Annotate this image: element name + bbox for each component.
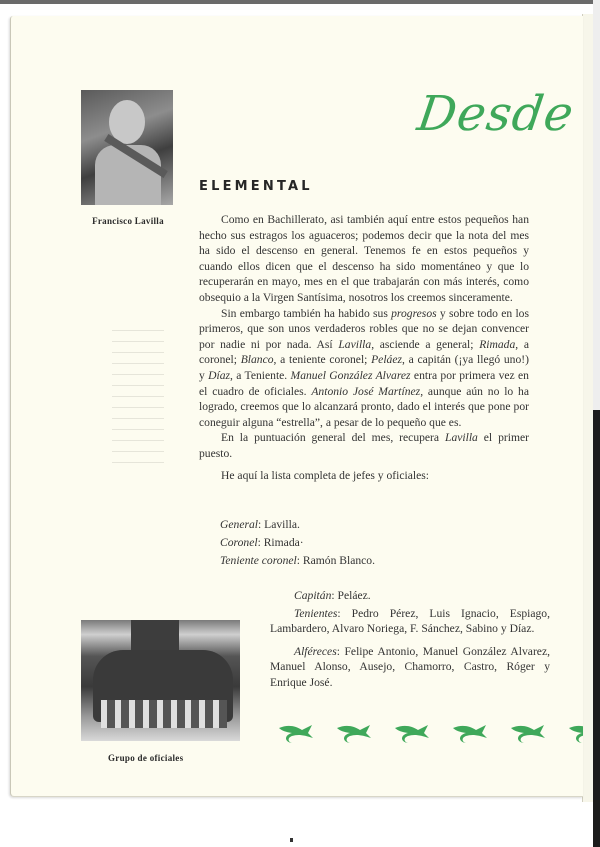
leaf-swirl-icon <box>510 722 546 744</box>
article-body <box>199 212 529 483</box>
rank-row: Teniente coronel: Ramón Blanco. <box>220 554 376 567</box>
portrait-photo <box>81 90 173 205</box>
rank-row: General: Lavilla. <box>220 518 300 531</box>
group-caption: Grupo de oficiales <box>108 753 184 763</box>
leaf-swirl-icon <box>394 722 430 744</box>
scan-speck <box>290 838 293 842</box>
script-title: Desde <box>414 86 578 142</box>
leaf-swirl-icon <box>452 722 488 744</box>
ornament-border <box>278 722 583 746</box>
rank-row: Coronel: Rimada· <box>220 536 304 549</box>
rank-list-bottom <box>270 588 550 698</box>
leaf-swirl-icon <box>336 722 372 744</box>
leaf-swirl-icon <box>568 722 583 744</box>
scan-right-edge <box>593 0 600 847</box>
paragraph-1: Como en Bachillerato, asi también aquí entre estos pequeños han hecho sus estragos los aguaceros; podemos decir que la nota del mes ha sido el descenso en general. Tenemos fe en estos pequeños y cuando ellos dicen que el descenso ha sido momentáneo y que lo recuperarán en mayo, mes en el que trabajarán con más interés, como obsequio a la Virgen Santísima, nosotros los creemos sinceramente. <box>199 213 529 304</box>
page-spine <box>582 14 593 802</box>
rank-row: Tenientes: Pedro Pérez, Luis Ignacio, Espiago, Lambardero, Alvaro Noriega, F. Sánchez, Sabino y Díaz. <box>270 606 551 636</box>
paragraph-4: He aquí la lista completa de jefes y oficiales: <box>221 468 429 482</box>
section-heading: ELEMENTAL <box>199 179 313 194</box>
scan-top-edge <box>0 0 600 4</box>
paragraph-3: En la puntuación general del mes, recupera Lavilla el primer puesto. <box>199 431 529 460</box>
rank-row: Capitán: Peláez. <box>294 589 371 602</box>
leaf-swirl-icon <box>278 722 314 744</box>
rank-list-top <box>220 516 375 570</box>
portrait-caption: Francisco Lavilla <box>92 216 164 226</box>
show-through-text <box>112 330 164 470</box>
paragraph-2: Sin embargo también ha habido sus progresos y sobre todo en los primeros, que son unos verdaderos robles que no se dejan convencer por nadie ni por nada. Así Lavilla, asciende a general; Rimada, a coronel; Blanco, a teniente coronel; Peláez, a capitán (¡ya llegó uno!) y Díaz, a Teniente. Manuel González Alvarez entra por primera vez en el cuadro de oficiales. Antonio José Martínez, aunque aún no lo ha logrado, creemos que lo alcanzará pronto, dado el interés que pone por coneguir alguna “estrella”, a pesar de lo pequeño que es. <box>199 306 529 429</box>
rank-row: Alféreces: Felipe Antonio, Manuel González Alvarez, Manuel Alonso, Ausejo, Chamorro, Castro, Róger y Enrique José. <box>270 644 550 689</box>
group-photo <box>81 620 240 741</box>
